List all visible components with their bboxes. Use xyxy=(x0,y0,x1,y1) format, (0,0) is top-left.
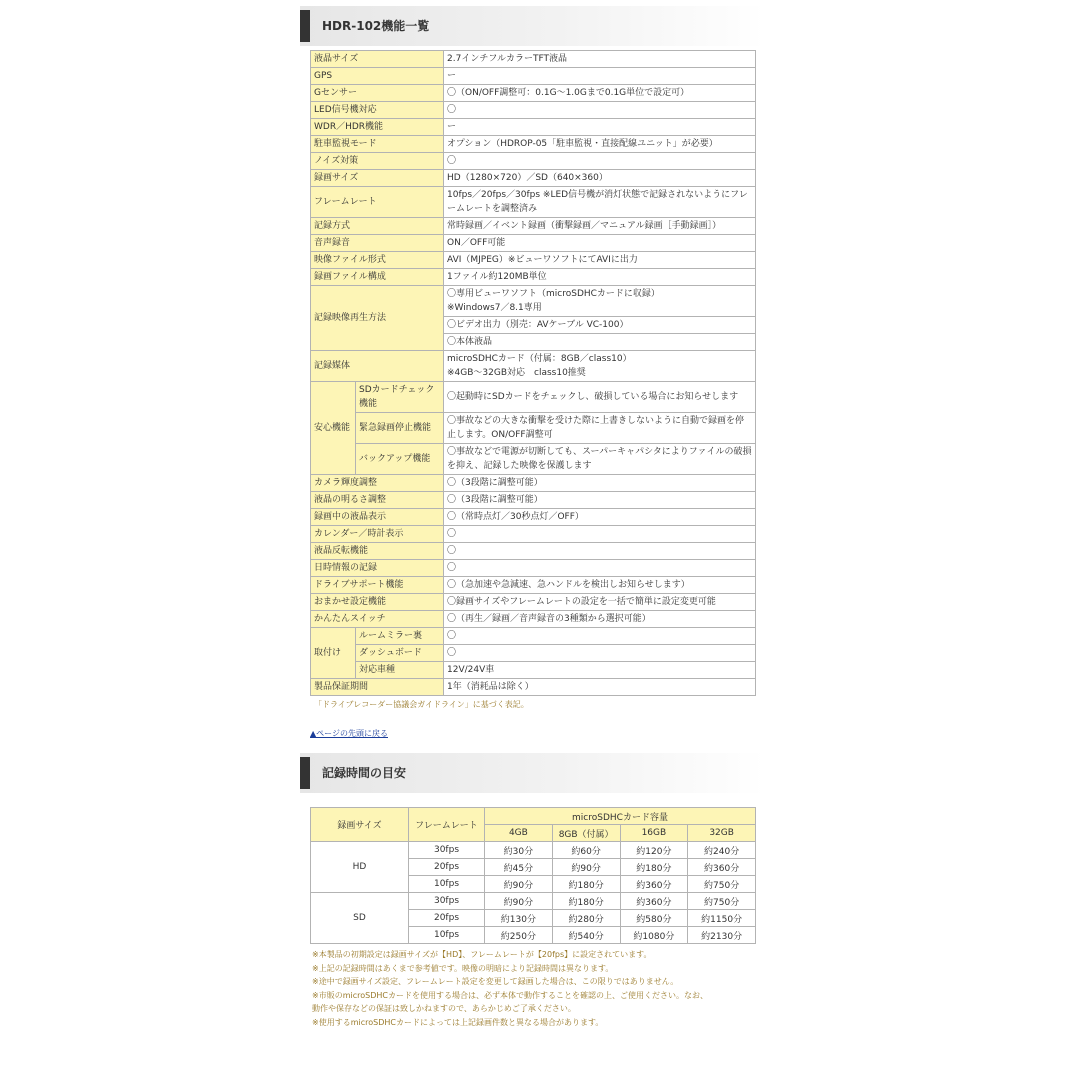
rec-fps-cell: 10fps xyxy=(409,876,485,893)
spec-value: 〇起動時にSDカードをチェックし、破損している場合にお知らせします xyxy=(444,382,756,413)
rec-card-header: 32GB xyxy=(688,825,756,842)
rec-time-cell: 約45分 xyxy=(485,859,553,876)
rec-fps-cell: 30fps xyxy=(409,842,485,859)
spec-group-label: 取付け xyxy=(311,628,356,679)
spec-label: おまかせ設定機能 xyxy=(311,594,444,611)
rec-row xyxy=(311,893,756,910)
spec-label: 液晶サイズ xyxy=(311,51,444,68)
spec-label: フレームレート xyxy=(311,187,444,218)
spec-label: 録画ファイル構成 xyxy=(311,269,444,286)
spec-value: 〇録画サイズやフレームレートの設定を一括で簡単に設定変更可能 xyxy=(444,594,756,611)
rec-size-cell: SD xyxy=(311,893,409,944)
spec-value-line: ※Windows7／8.1専用 xyxy=(447,303,542,313)
spec-row xyxy=(311,286,756,317)
spec-value-line: 〇専用ビューワソフト（microSDHCカードに収録） xyxy=(447,289,660,299)
rec-fps-cell: 20fps xyxy=(409,859,485,876)
spec-label: かんたんスイッチ xyxy=(311,611,444,628)
spec-value: ー xyxy=(444,119,756,136)
spec-row xyxy=(311,594,756,611)
spec-label: 記録映像再生方法 xyxy=(311,286,444,351)
rec-time-cell: 約280分 xyxy=(552,910,620,927)
spec-label: 録画中の液晶表示 xyxy=(311,509,444,526)
rec-time-cell: 約240分 xyxy=(688,842,756,859)
rec-fps-cell: 30fps xyxy=(409,893,485,910)
spec-value: 10fps／20fps／30fps ※LED信号機が消灯状態で記録されないようにフレームレートを調整済み xyxy=(444,187,756,218)
spec-row xyxy=(311,170,756,187)
record-note-line: ※市販のmicroSDHCカードを使用する場合は、必ず本体で動作することを確認の上、ご使用ください。なお、 xyxy=(312,990,708,1000)
spec-row xyxy=(311,136,756,153)
spec-value: 〇（常時点灯／30秒点灯／OFF） xyxy=(444,509,756,526)
spec-sub-label: ダッシュボード xyxy=(356,645,444,662)
record-note-line: ※途中で録画サイズ設定、フレームレート設定を変更して録画した場合は、この限りではありません。 xyxy=(312,977,679,986)
spec-value: 12V/24V車 xyxy=(444,662,756,679)
spec-row xyxy=(311,218,756,235)
spec-row xyxy=(311,492,756,509)
spec-row xyxy=(311,509,756,526)
rec-time-cell: 約180分 xyxy=(620,859,688,876)
spec-label: 液晶反転機能 xyxy=(311,543,444,560)
guideline-note: 「ドライブレコーダー協議会ガイドライン」に基づく表記。 xyxy=(314,700,529,709)
spec-row xyxy=(311,679,756,696)
record-note-line: ※使用するmicroSDHCカードによっては上記録画件数と異なる場合があります。 xyxy=(312,1017,604,1027)
rec-time-cell: 約580分 xyxy=(620,910,688,927)
spec-table xyxy=(310,50,756,696)
spec-value xyxy=(444,351,756,382)
spec-row xyxy=(311,628,756,645)
record-note-line: 動作や保存などの保証は致しかねますので、あらかじめご了承ください。 xyxy=(312,1004,576,1013)
spec-row xyxy=(311,51,756,68)
spec-value: 〇事故などの大きな衝撃を受けた際に上書きしないように自動で録画を停止します。ON/OFF調整可 xyxy=(444,413,756,444)
spec-row xyxy=(311,85,756,102)
back-to-top-link[interactable]: ▲ページの先頭に戻る xyxy=(310,729,388,738)
spec-label: ドライブサポート機能 xyxy=(311,577,444,594)
spec-value: 〇事故などで電源が切断しても、スーパーキャパシタによりファイルの破損を抑え、記録した映像を保護します xyxy=(444,444,756,475)
rec-fps-cell: 20fps xyxy=(409,910,485,927)
spec-label: LED信号機対応 xyxy=(311,102,444,119)
spec-value: 2.7インチフルカラーTFT液晶 xyxy=(444,51,756,68)
record-time-table xyxy=(310,807,756,944)
rec-time-cell: 約90分 xyxy=(485,893,553,910)
spec-label: Gセンサー xyxy=(311,85,444,102)
page-column xyxy=(300,0,765,1041)
spec-sub-label: 対応車種 xyxy=(356,662,444,679)
spec-row xyxy=(311,102,756,119)
spec-value xyxy=(444,334,756,351)
spec-value: AVI（MJPEG）※ビューワソフトにてAVIに出力 xyxy=(444,252,756,269)
spec-row xyxy=(311,475,756,492)
spec-value: 〇（3段階に調整可能） xyxy=(444,492,756,509)
spec-label: 記録方式 xyxy=(311,218,444,235)
spec-value: 常時録画／イベント録画（衝撃録画／マニュアル録画［手動録画］） xyxy=(444,218,756,235)
rec-time-cell: 約60分 xyxy=(552,842,620,859)
rec-fps-cell: 10fps xyxy=(409,927,485,944)
spec-value: 1ファイル約120MB単位 xyxy=(444,269,756,286)
spec-label: 液晶の明るさ調整 xyxy=(311,492,444,509)
rec-card-header: 16GB xyxy=(620,825,688,842)
rec-time-cell: 約180分 xyxy=(552,876,620,893)
rec-size-cell: HD xyxy=(311,842,409,893)
spec-label: 駐車監視モード xyxy=(311,136,444,153)
spec-value: 〇（3段階に調整可能） xyxy=(444,475,756,492)
rec-time-cell: 約120分 xyxy=(620,842,688,859)
spec-row xyxy=(311,543,756,560)
spec-row xyxy=(311,351,756,382)
spec-row xyxy=(311,119,756,136)
spec-section-title: HDR-102機能一覧 xyxy=(322,19,430,33)
rec-fps-header: フレームレート xyxy=(409,808,485,842)
record-note-line: ※本製品の初期設定は録画サイズが【HD】、フレームレートが【20fps】に設定されています。 xyxy=(312,950,652,959)
rec-card-header: 8GB（付属） xyxy=(552,825,620,842)
spec-sub-label: 緊急録画停止機能 xyxy=(356,413,444,444)
spec-label: 録画サイズ xyxy=(311,170,444,187)
spec-sub-label: バックアップ機能 xyxy=(356,444,444,475)
spec-label: 音声録音 xyxy=(311,235,444,252)
spec-value xyxy=(444,286,756,317)
rec-time-cell: 約540分 xyxy=(552,927,620,944)
rec-time-cell: 約1080分 xyxy=(620,927,688,944)
spec-value: ー xyxy=(444,68,756,85)
spec-value: 1年（消耗品は除く） xyxy=(444,679,756,696)
spec-value: オプション（HDROP-05「駐車監視・直接配線ユニット」が必要） xyxy=(444,136,756,153)
spec-value: 〇 xyxy=(444,628,756,645)
spec-row xyxy=(311,68,756,85)
spec-label: 日時情報の記録 xyxy=(311,560,444,577)
rec-time-cell: 約360分 xyxy=(620,876,688,893)
rec-capacity-header: microSDHCカード容量 xyxy=(485,808,756,825)
spec-row xyxy=(311,611,756,628)
rec-time-cell: 約90分 xyxy=(485,876,553,893)
spec-sub-label: SDカードチェック機能 xyxy=(356,382,444,413)
spec-value-line: 〇ビデオ出力（別売：AVケーブル VC-100） xyxy=(447,320,629,330)
rec-time-cell: 約30分 xyxy=(485,842,553,859)
spec-label: 製品保証期間 xyxy=(311,679,444,696)
spec-row xyxy=(311,382,756,413)
spec-row xyxy=(311,187,756,218)
spec-value: 〇 xyxy=(444,645,756,662)
spec-value: HD（1280×720）／SD（640×360） xyxy=(444,170,756,187)
spec-label: GPS xyxy=(311,68,444,85)
rec-time-cell: 約1150分 xyxy=(688,910,756,927)
spec-value: 〇 xyxy=(444,560,756,577)
spec-value: 〇 xyxy=(444,102,756,119)
spec-section-heading xyxy=(300,6,765,46)
spec-row xyxy=(311,252,756,269)
rec-time-cell: 約180分 xyxy=(552,893,620,910)
rec-header-row xyxy=(311,808,756,825)
spec-row xyxy=(311,413,756,444)
spec-label: 映像ファイル形式 xyxy=(311,252,444,269)
spec-row xyxy=(311,444,756,475)
rec-time-cell: 約750分 xyxy=(688,893,756,910)
spec-row xyxy=(311,662,756,679)
spec-row xyxy=(311,645,756,662)
spec-value: 〇（再生／録画／音声録音の3種類から選択可能） xyxy=(444,611,756,628)
spec-value: 〇 xyxy=(444,526,756,543)
spec-row xyxy=(311,235,756,252)
record-section-title: 記録時間の目安 xyxy=(322,766,407,780)
rec-row xyxy=(311,842,756,859)
cut-off-heading xyxy=(338,1035,765,1041)
spec-label: 記録媒体 xyxy=(311,351,444,382)
spec-sub-label: ルームミラー裏 xyxy=(356,628,444,645)
rec-size-header: 録画サイズ xyxy=(311,808,409,842)
spec-value: 〇（ON/OFF調整可：0.1G〜1.0Gまで0.1G単位で設定可） xyxy=(444,85,756,102)
spec-row xyxy=(311,269,756,286)
spec-value xyxy=(444,317,756,334)
spec-row xyxy=(311,526,756,543)
spec-value: 〇 xyxy=(444,543,756,560)
rec-time-cell: 約360分 xyxy=(688,859,756,876)
rec-time-cell: 約90分 xyxy=(552,859,620,876)
rec-time-cell: 約250分 xyxy=(485,927,553,944)
rec-time-cell: 約130分 xyxy=(485,910,553,927)
spec-value: 〇 xyxy=(444,153,756,170)
spec-label: カメラ輝度調整 xyxy=(311,475,444,492)
spec-label: ノイズ対策 xyxy=(311,153,444,170)
rec-card-header: 4GB xyxy=(485,825,553,842)
spec-value-line: microSDHCカード（付属：8GB／class10） xyxy=(447,354,632,364)
record-notes xyxy=(312,948,765,1029)
spec-label: WDR／HDR機能 xyxy=(311,119,444,136)
rec-time-cell: 約2130分 xyxy=(688,927,756,944)
record-note-line: ※上記の記録時間はあくまで参考値です。映像の明暗により記録時間は異なります。 xyxy=(312,963,614,973)
record-section-heading xyxy=(300,753,765,793)
spec-row xyxy=(311,560,756,577)
spec-row xyxy=(311,577,756,594)
spec-value: 〇（急加速や急減速、急ハンドルを検出しお知らせします） xyxy=(444,577,756,594)
spec-row xyxy=(311,153,756,170)
spec-value-line: 〇本体液晶 xyxy=(447,337,493,347)
spec-group-label: 安心機能 xyxy=(311,382,356,475)
spec-label: カレンダー／時計表示 xyxy=(311,526,444,543)
spec-value: ON／OFF可能 xyxy=(444,235,756,252)
spec-value-line: ※4GB〜32GB対応 class10推奨 xyxy=(447,368,586,378)
rec-time-cell: 約360分 xyxy=(620,893,688,910)
rec-time-cell: 約750分 xyxy=(688,876,756,893)
